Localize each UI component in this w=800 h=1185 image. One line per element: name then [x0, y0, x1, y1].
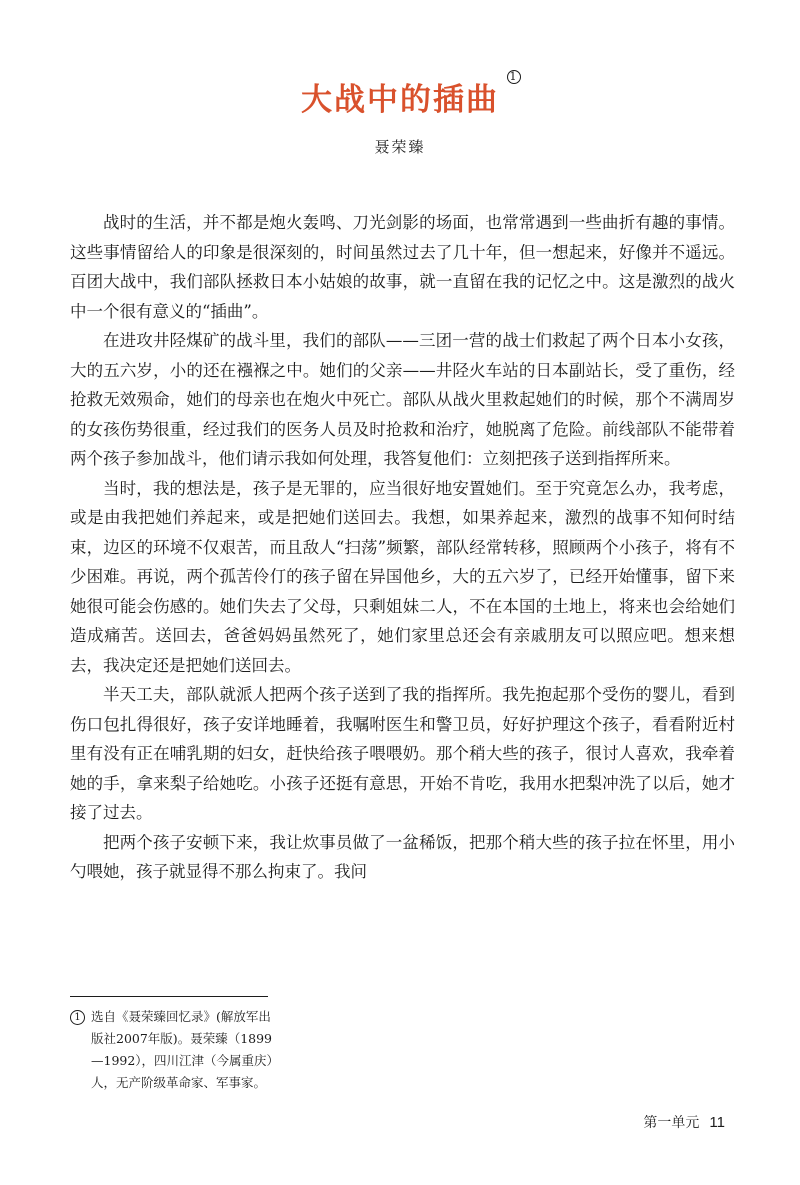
- author-name: 聂荣臻: [374, 138, 426, 156]
- article-body: [70, 208, 735, 887]
- title-block: [0, 70, 800, 119]
- footnote-marker: 1: [70, 1010, 85, 1025]
- unit-label: 第一单元: [643, 1114, 700, 1130]
- page-title: [301, 70, 519, 119]
- page-title-text: 大战中的插曲: [301, 82, 499, 118]
- footnote: [70, 1006, 280, 1094]
- paragraph: 当时，我的想法是，孩子是无罪的，应当很好地安置她们。至于究竟怎么办，我考虑，或是由我把她们养起来，或是把她们送回去。我想，如果养起来，激烈的战事不知何时结束，边区的环境不仅艰苦，而且敌人“扫荡”频繁，部队经常转移，照顾两个小孩子，将有不少困难。再说，两个孤苦伶仃的孩子留在异国他乡，大的五六岁了，已经开始懂事，留下来她很可能会伤感的。她们失去了父母，只剩姐妹二人，不在本国的土地上，将来也会给她们造成痛苦。送回去，爸爸妈妈虽然死了，她们家里总还会有亲戚朋友可以照应吧。想来想去，我决定还是把她们送回去。: [70, 478, 735, 675]
- title-footnote-marker: 1: [507, 70, 521, 84]
- paragraph: 把两个孩子安顿下来，我让炊事员做了一盆稀饭，把那个稍大些的孩子拉在怀里，用小勺喂她，孩子就显得不那么拘束了。我问: [70, 832, 735, 881]
- paragraph: 战时的生活，并不都是炮火轰鸣、刀光剑影的场面，也常常遇到一些曲折有趣的事情。这些事情留给人的印象是很深刻的，时间虽然过去了几十年，但一想起来，好像并不遥远。百团大战中，我们部队拯救日本小姑娘的故事，就一直留在我的记忆之中。这是激烈的战火中一个很有意义的“插曲”。: [70, 213, 735, 321]
- page-footer: [643, 1112, 725, 1132]
- page-number: 11: [709, 1114, 725, 1131]
- footnote-text: 选自《聂荣臻回忆录》(解放军出版社2007年版)。聂荣臻（1899—1992），四川江津（今属重庆）人，无产阶级革命家、军事家。: [91, 1009, 280, 1090]
- paragraph: 半天工夫，部队就派人把两个孩子送到了我的指挥所。我先抱起那个受伤的婴儿，看到伤口包扎得很好，孩子安详地睡着，我嘱咐医生和警卫员，好好护理这个孩子，看看附近村里有没有正在哺乳期的妇女，赶快给孩子喂喂奶。那个稍大些的孩子，很讨人喜欢，我牵着她的手，拿来梨子给她吃。小孩子还挺有意思，开始不肯吃，我用水把梨冲洗了以后，她才接了过去。: [70, 685, 735, 822]
- footnote-divider: [70, 996, 268, 997]
- paragraph: 在进攻井陉煤矿的战斗里，我们的部队——三团一营的战士们救起了两个日本小女孩，大的五六岁，小的还在襁褓之中。她们的父亲——井陉火车站的日本副站长，受了重伤，经抢救无效殒命，她们的母亲也在炮火中死亡。部队从战火里救起她们的时候，那个不满周岁的女孩伤势很重，经过我们的医务人员及时抢救和治疗，她脱离了危险。前线部队不能带着两个孩子参加战斗，他们请示我如何处理，我答复他们：立刻把孩子送到指挥所来。: [70, 331, 735, 468]
